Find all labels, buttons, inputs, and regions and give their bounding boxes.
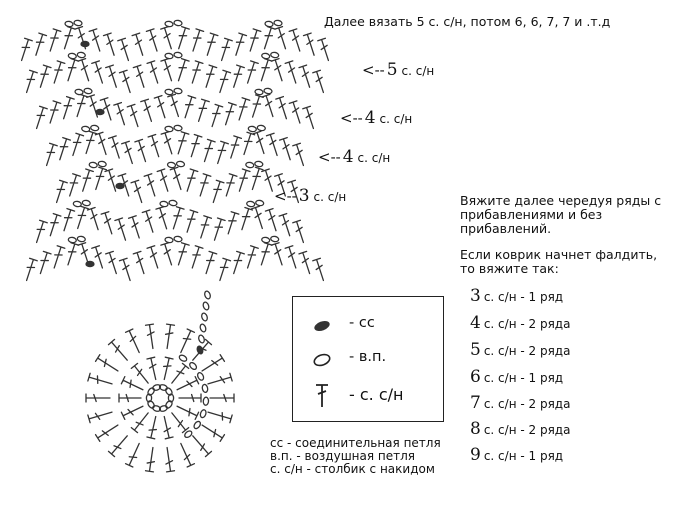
double-crochet-symbol xyxy=(73,94,87,117)
chain-stitch-symbol xyxy=(202,384,209,393)
row-number: 5 xyxy=(386,60,398,80)
double-crochet-symbol xyxy=(183,169,197,192)
double-crochet-symbol xyxy=(106,251,120,274)
double-crochet-symbol xyxy=(96,422,121,442)
legend-label-dc: - с. с/н xyxy=(349,385,404,404)
double-crochet-symbol xyxy=(249,167,263,190)
schedule-number: 5 xyxy=(470,340,481,360)
double-crochet-symbol xyxy=(115,218,129,241)
double-crochet-symbol xyxy=(318,38,332,61)
double-crochet-symbol xyxy=(218,38,232,61)
schedule-number: 3 xyxy=(470,286,481,306)
chain-stitch-symbol xyxy=(264,88,273,95)
double-crochet-symbol xyxy=(271,243,285,266)
double-crochet-symbol xyxy=(96,355,121,375)
chain-stitch-symbol xyxy=(77,236,86,243)
chain-stitch-symbol xyxy=(198,334,206,343)
double-crochet-symbol xyxy=(89,29,103,52)
chain-stitch-symbol xyxy=(167,162,176,169)
double-crochet-symbol xyxy=(109,136,123,159)
double-crochet-symbol xyxy=(252,206,266,229)
double-crochet-symbol xyxy=(230,251,244,274)
schedule-row xyxy=(470,393,570,413)
chain-stitch-symbol xyxy=(274,20,283,27)
double-crochet-symbol xyxy=(169,410,189,432)
double-crochet-symbol xyxy=(23,258,37,281)
double-crochet-symbol xyxy=(238,208,252,231)
double-crochet-symbol xyxy=(56,138,70,161)
double-crochet-symbol xyxy=(131,363,151,385)
double-crochet-symbol xyxy=(179,394,201,402)
double-crochet-symbol xyxy=(188,61,202,84)
schedule-text: с. с/н - 2 ряда xyxy=(483,423,571,437)
chain-stitch-symbol xyxy=(81,126,90,133)
chain-stitch-symbol xyxy=(160,201,169,208)
double-crochet-symbol xyxy=(33,106,47,129)
double-crochet-symbol xyxy=(200,422,225,442)
chain-stitch-symbol xyxy=(203,397,209,405)
double-crochet-symbol xyxy=(92,61,106,84)
chain-stitch-symbol xyxy=(165,89,174,96)
double-crochet-symbol xyxy=(131,410,151,432)
double-crochet-symbol xyxy=(121,403,144,420)
schedule-text: с. с/н - 1 ряд xyxy=(483,290,564,304)
double-crochet-symbol xyxy=(121,377,144,394)
double-crochet-symbol xyxy=(86,394,110,402)
double-crochet-symbol xyxy=(50,246,64,269)
double-crochet-symbol xyxy=(103,33,117,56)
double-crochet-symbol xyxy=(183,210,197,233)
row-text: с. с/н xyxy=(401,64,435,78)
double-crochet-symbol xyxy=(293,143,307,166)
chain-stitch-icon xyxy=(311,352,333,368)
double-crochet-symbol xyxy=(133,251,147,274)
double-crochet-symbol xyxy=(262,94,276,117)
double-crochet-symbol xyxy=(114,103,128,126)
double-crochet-symbol xyxy=(46,101,60,124)
chain-stitch-symbol xyxy=(204,290,212,299)
double-crochet-symbol xyxy=(280,138,294,161)
schedule-number: 9 xyxy=(470,445,481,465)
double-crochet-symbol xyxy=(303,33,317,56)
chain-stitch-symbol xyxy=(255,200,264,207)
double-crochet-symbol xyxy=(66,174,80,197)
double-crochet-symbol xyxy=(202,251,216,274)
chain-stitch-symbol xyxy=(68,237,77,244)
double-crochet-symbol xyxy=(148,135,162,158)
double-crochet-symbol xyxy=(161,243,175,266)
double-crochet-symbol xyxy=(32,33,46,56)
double-crochet-symbol xyxy=(74,206,88,229)
chain-stitch-symbol xyxy=(254,161,263,168)
double-crochet-symbol xyxy=(227,136,241,159)
double-crochet-symbol xyxy=(313,258,327,281)
double-crochet-symbol xyxy=(285,246,299,269)
row-arrow: <-- xyxy=(274,187,297,205)
chain-stitch-symbol xyxy=(75,89,84,96)
double-crochet-symbol xyxy=(235,98,249,121)
chain-stitch-symbol xyxy=(246,201,255,208)
double-crochet-symbol xyxy=(147,246,161,269)
double-crochet-symbol xyxy=(170,167,184,190)
schedule-text: с. с/н - 2 ряда xyxy=(483,317,571,331)
legend-label-vp: - в.п. xyxy=(349,349,387,365)
double-crochet-symbol xyxy=(95,132,109,155)
double-crochet-symbol xyxy=(289,29,303,52)
double-crochet-symbol xyxy=(87,208,101,231)
double-crochet-symbol xyxy=(214,141,228,164)
row-number: 3 xyxy=(298,186,310,206)
double-crochet-symbol xyxy=(101,212,115,235)
double-crochet-symbol xyxy=(216,258,230,281)
chain-stitch-symbol xyxy=(199,323,207,332)
row-text: с. с/н xyxy=(357,151,391,165)
double-crochet-symbol xyxy=(118,38,132,61)
double-crochet-symbol xyxy=(200,355,225,375)
definition-ss: сс - соединительная петля xyxy=(270,436,441,450)
chain-stitch-symbol xyxy=(178,354,188,363)
double-crochet-symbol xyxy=(60,209,74,232)
double-crochet-symbol xyxy=(266,133,280,156)
chain-stitch-symbol xyxy=(261,237,270,244)
schedule-text: с. с/н - 2 ряда xyxy=(483,397,571,411)
chain-stitch-symbol xyxy=(270,52,279,59)
double-crochet-symbol xyxy=(37,65,51,88)
chain-stitch-symbol xyxy=(261,53,270,60)
chain-stitch-symbol xyxy=(248,126,257,133)
double-crochet-symbol xyxy=(293,220,307,243)
chain-stitch-symbol xyxy=(90,125,99,132)
double-crochet-symbol xyxy=(177,329,194,354)
double-crochet-symbol xyxy=(132,33,146,56)
row-text: с. с/н xyxy=(313,190,347,204)
double-crochet-symbol xyxy=(195,99,209,122)
double-crochet-symbol xyxy=(160,357,173,380)
double-crochet-symbol xyxy=(146,324,157,349)
schedule-row xyxy=(470,313,570,333)
double-crochet-symbol xyxy=(197,216,211,239)
row-label-5 xyxy=(362,60,434,80)
chain-stitch-symbol xyxy=(245,162,254,169)
double-crochet-symbol xyxy=(88,373,113,387)
double-crochet-symbol xyxy=(174,132,188,155)
schedule-row xyxy=(470,286,563,306)
double-crochet-symbol xyxy=(60,97,74,120)
double-crochet-symbol xyxy=(170,207,184,230)
double-crochet-symbol xyxy=(131,180,145,203)
legend-box xyxy=(292,296,444,422)
double-crochet-symbol xyxy=(230,65,244,88)
chain-stitch-symbol xyxy=(174,88,183,95)
slip-stitch-symbol xyxy=(116,183,124,188)
double-crochet-symbol xyxy=(119,70,133,93)
row-number: 4 xyxy=(364,108,376,128)
double-crochet-symbol xyxy=(168,94,182,117)
chain-stitch-symbol xyxy=(82,200,91,207)
definition-vp: в.п. - воздушная петля xyxy=(270,449,416,463)
schedule-row xyxy=(470,340,570,360)
double-crochet-symbol xyxy=(105,169,119,192)
double-crochet-symbol xyxy=(279,214,293,237)
chain-stitch-symbol xyxy=(196,372,204,382)
double-crochet-symbol xyxy=(147,416,160,439)
double-crochet-symbol xyxy=(157,169,171,192)
double-crochet-symbol xyxy=(276,97,290,120)
double-crochet-symbol xyxy=(106,65,120,88)
row-label-4a xyxy=(340,108,412,128)
double-crochet-symbol xyxy=(23,70,37,93)
double-crochet-symbol xyxy=(244,61,258,84)
double-crochet-symbol xyxy=(175,27,189,50)
double-crochet-symbol xyxy=(33,220,47,243)
chain-stitch-symbol xyxy=(176,161,185,168)
double-crochet-symbol xyxy=(146,29,160,52)
double-crochet-symbol xyxy=(135,139,149,162)
double-crochet-symbol xyxy=(258,243,272,266)
double-crochet-symbol xyxy=(161,27,175,50)
slip-stitch-icon xyxy=(311,319,333,333)
double-crochet-symbol xyxy=(147,357,160,380)
chain-stitch-symbol xyxy=(174,20,183,27)
double-crochet-symbol xyxy=(196,174,210,197)
legend-label-ss: - сс xyxy=(349,315,375,331)
double-crochet-symbol xyxy=(222,174,236,197)
chain-stitch-symbol xyxy=(255,89,264,96)
double-crochet-symbol xyxy=(202,65,216,88)
chain-stitch-symbol xyxy=(68,53,77,60)
double-crochet-symbol xyxy=(203,33,217,56)
double-crochet-symbol xyxy=(216,70,230,93)
double-crochet-symbol xyxy=(61,27,75,50)
schedule-row xyxy=(470,367,563,387)
double-crochet-symbol xyxy=(189,29,203,52)
row-arrow: <-- xyxy=(318,148,341,166)
double-crochet-symbol xyxy=(163,324,174,349)
double-crochet-symbol xyxy=(46,214,60,237)
double-crochet-symbol xyxy=(146,447,157,472)
double-crochet-symbol xyxy=(133,65,147,88)
chain-stitch-symbol xyxy=(77,52,86,59)
double-crochet-symbol xyxy=(258,59,272,82)
double-crochet-symbol xyxy=(109,433,131,456)
row-label-3 xyxy=(274,186,346,206)
schedule-row xyxy=(470,419,570,439)
chain-stitch-symbol xyxy=(165,126,174,133)
double-crochet-symbol xyxy=(142,210,156,233)
chain-stitch-symbol xyxy=(270,236,279,243)
chain-stitch-symbol xyxy=(169,200,178,207)
chain-stitch-symbol xyxy=(73,201,82,208)
double-crochet-symbol xyxy=(161,59,175,82)
double-crochet-symbol xyxy=(163,447,174,472)
double-crochet-symbol xyxy=(88,408,113,422)
chain-stitch-symbol xyxy=(199,409,207,418)
double-crochet-symbol xyxy=(119,394,141,402)
double-crochet-symbol xyxy=(92,167,106,190)
schedule-number: 6 xyxy=(470,367,481,387)
double-crochet-symbol xyxy=(126,329,143,354)
double-crochet-symbol xyxy=(236,169,250,192)
double-crochet-symbol xyxy=(246,29,260,52)
instruction-ruffle: Если коврик начнет фалдить, то вяжите так: xyxy=(460,247,658,276)
double-crochet-symbol xyxy=(299,65,313,88)
double-crochet-symbol xyxy=(64,59,78,82)
chain-stitch-symbol xyxy=(147,387,156,397)
chain-stitch-symbol xyxy=(257,125,266,132)
double-crochet-symbol xyxy=(82,131,96,154)
double-crochet-symbol xyxy=(175,59,189,82)
chain-stitch-symbol xyxy=(84,88,93,95)
double-crochet-icon xyxy=(311,381,333,411)
instruction-alternate: Вяжите далее чередуя ряды с прибавлениями и без прибавлений. xyxy=(460,193,662,236)
double-crochet-symbol xyxy=(207,408,232,422)
schedule-text: с. с/н - 2 ряда xyxy=(483,344,571,358)
schedule-row xyxy=(470,445,563,465)
double-crochet-symbol xyxy=(64,243,78,266)
double-crochet-symbol xyxy=(160,416,173,439)
chain-stitch-symbol xyxy=(174,236,183,243)
double-crochet-symbol xyxy=(313,70,327,93)
row-number: 4 xyxy=(342,147,354,167)
double-crochet-symbol xyxy=(209,180,223,203)
double-crochet-symbol xyxy=(46,29,60,52)
double-crochet-symbol xyxy=(79,169,93,192)
double-crochet-symbol xyxy=(249,95,263,118)
double-crochet-symbol xyxy=(175,243,189,266)
row-label-4b xyxy=(318,147,390,167)
double-crochet-symbol xyxy=(222,103,236,126)
double-crochet-symbol xyxy=(187,135,201,158)
definition-dc: с. с/н - столбик с накидом xyxy=(270,462,435,476)
double-crochet-symbol xyxy=(188,246,202,269)
double-crochet-symbol xyxy=(144,174,158,197)
chain-stitch-symbol xyxy=(165,53,174,60)
slip-stitch-symbol xyxy=(196,345,204,354)
double-crochet-symbol xyxy=(181,96,195,119)
schedule-number: 8 xyxy=(470,419,481,439)
double-crochet-symbol xyxy=(175,403,198,420)
double-crochet-symbol xyxy=(261,27,275,50)
schedule-number: 4 xyxy=(470,313,481,333)
double-crochet-symbol xyxy=(208,104,222,127)
double-crochet-symbol xyxy=(18,38,32,61)
schedule-text: с. с/н - 1 ряд xyxy=(483,449,564,463)
double-crochet-symbol xyxy=(119,258,133,281)
chain-stitch-symbol xyxy=(164,387,173,397)
chain-stitch-symbol xyxy=(202,301,210,310)
double-crochet-symbol xyxy=(127,104,141,127)
double-crochet-symbol xyxy=(244,246,258,269)
double-crochet-symbol xyxy=(275,27,289,50)
double-crochet-symbol xyxy=(285,61,299,84)
double-crochet-symbol xyxy=(303,106,317,129)
slip-stitch-symbol xyxy=(96,109,104,114)
double-crochet-symbol xyxy=(109,339,131,362)
double-crochet-symbol xyxy=(207,373,232,387)
chain-stitch-symbol xyxy=(174,125,183,132)
chain-stitch-symbol xyxy=(65,21,74,28)
double-crochet-symbol xyxy=(43,143,57,166)
double-crochet-symbol xyxy=(78,59,92,82)
slip-stitch-symbol xyxy=(81,41,89,46)
double-crochet-symbol xyxy=(69,133,83,156)
row-arrow: <-- xyxy=(340,109,363,127)
double-crochet-symbol xyxy=(271,59,285,82)
double-crochet-symbol xyxy=(147,61,161,84)
header-note: Далее вязать 5 с. с/н, потом 6, 6, 7, 7 и .т.д xyxy=(324,14,611,29)
double-crochet-symbol xyxy=(224,212,238,235)
double-crochet-symbol xyxy=(289,101,303,124)
slip-stitch-symbol xyxy=(86,261,94,266)
double-crochet-symbol xyxy=(240,132,254,155)
double-crochet-symbol xyxy=(161,132,175,155)
double-crochet-symbol xyxy=(201,139,215,162)
schedule-number: 7 xyxy=(470,393,481,413)
double-crochet-symbol xyxy=(211,218,225,241)
chain-stitch-symbol xyxy=(74,20,83,27)
chain-stitch-symbol xyxy=(193,420,202,430)
double-crochet-symbol xyxy=(126,442,143,467)
double-crochet-symbol xyxy=(175,377,198,394)
row-text: с. с/н xyxy=(379,112,413,126)
chain-stitch-symbol xyxy=(188,361,197,370)
double-crochet-symbol xyxy=(190,433,212,456)
chain-stitch-symbol xyxy=(98,161,107,168)
chain-stitch-symbol xyxy=(201,312,209,321)
double-crochet-symbol xyxy=(210,394,234,402)
double-crochet-symbol xyxy=(50,61,64,84)
double-crochet-symbol xyxy=(37,251,51,274)
chain-stitch-symbol xyxy=(174,52,183,59)
double-crochet-symbol xyxy=(154,96,168,119)
double-crochet-symbol xyxy=(129,216,143,239)
double-crochet-symbol xyxy=(232,33,246,56)
chain-stitch-symbol xyxy=(165,237,174,244)
chain-stitch-symbol xyxy=(265,21,274,28)
schedule-text: с. с/н - 1 ряд xyxy=(483,371,564,385)
double-crochet-symbol xyxy=(299,251,313,274)
double-crochet-symbol xyxy=(177,442,194,467)
double-crochet-symbol xyxy=(53,180,67,203)
double-crochet-symbol xyxy=(141,99,155,122)
double-crochet-symbol xyxy=(122,141,136,164)
chain-stitch-symbol xyxy=(89,162,98,169)
row-arrow: <-- xyxy=(362,61,385,79)
double-crochet-symbol xyxy=(169,363,189,385)
double-crochet-symbol xyxy=(156,207,170,230)
double-crochet-symbol xyxy=(265,209,279,232)
double-crochet-symbol xyxy=(253,131,267,154)
chain-stitch-symbol xyxy=(165,21,174,28)
chain-stitch-symbol xyxy=(164,400,173,410)
